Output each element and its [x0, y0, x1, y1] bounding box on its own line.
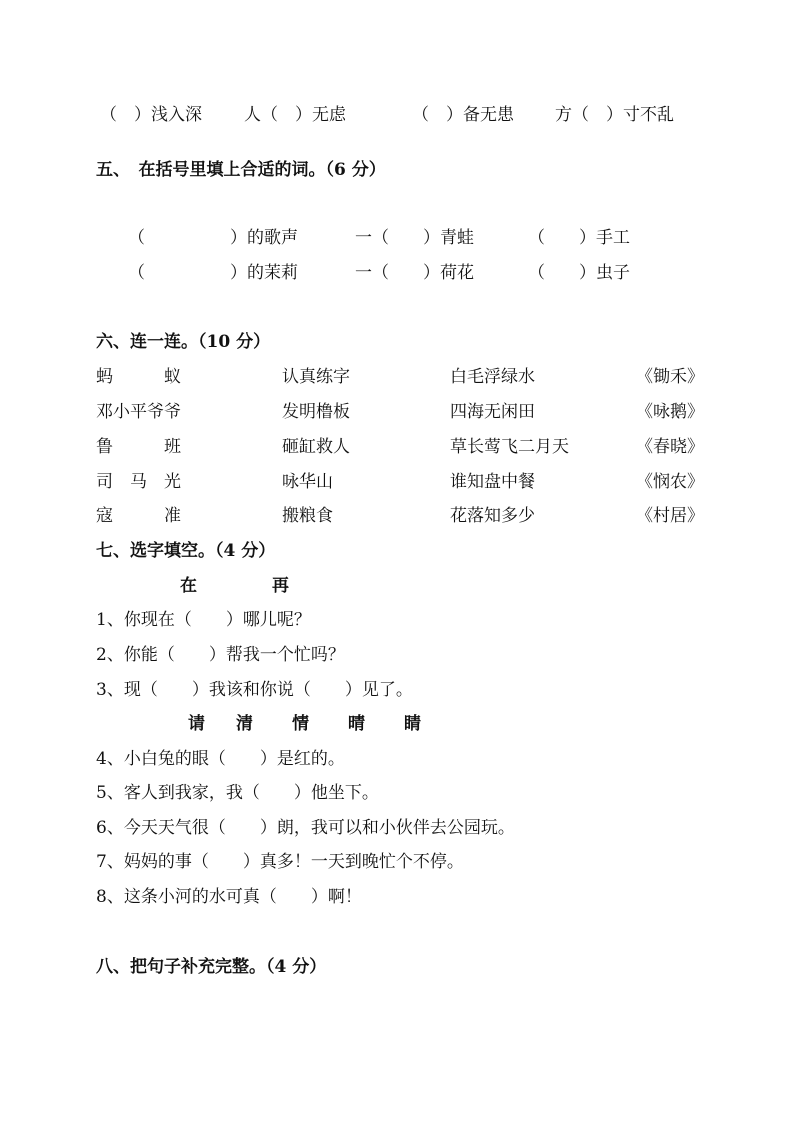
s6-col2-item: 搬粮食	[282, 506, 333, 526]
fill-item: 2、你能（ ）帮我一个忙吗？	[96, 645, 345, 665]
fill-item: 3、现（ ）我该和你说（ ）见了。	[96, 680, 413, 700]
idiom-3: （ ）备无患	[412, 105, 514, 125]
s6-col2-item: 咏华山	[282, 472, 333, 492]
s6-col3-item: 花落知多少	[450, 506, 535, 526]
section-5-heading: 五、 在括号里填上合适的词。（6 分）	[96, 160, 386, 180]
s6-col4-item: 《锄禾》	[636, 367, 704, 387]
fill-item: 5、客人到我家，我（ ）他坐下。	[96, 783, 379, 803]
s6-col3-item: 谁知盘中餐	[450, 472, 535, 492]
s6-col3-item: 白毛浮绿水	[450, 367, 535, 387]
s6-col3-item: 草长莺飞二月天	[450, 437, 569, 457]
section-8-heading: 八、把句子补充完整。（4 分）	[96, 957, 327, 977]
s5-r1-c3: （ ）手工	[528, 228, 630, 248]
s6-col1-item: 司 马 光	[96, 472, 181, 492]
s6-col4-item: 《春晓》	[636, 437, 704, 457]
s6-col4-item: 《悯农》	[636, 472, 704, 492]
idiom-4: 方（ ）寸不乱	[555, 105, 674, 125]
s6-col2-item: 砸缸救人	[282, 437, 350, 457]
s6-col3-item: 四海无闲田	[450, 402, 535, 422]
s6-col2-item: 认真练字	[282, 367, 350, 387]
s5-r1-c2: 一（ ）青蛙	[355, 228, 474, 248]
choice-char: 再	[272, 576, 289, 596]
idiom-2: 人（ ）无虑	[244, 105, 346, 125]
fill-item: 4、小白兔的眼（ ）是红的。	[96, 749, 345, 769]
s6-col4-item: 《村居》	[636, 506, 704, 526]
choice-char: 请	[188, 714, 205, 734]
s6-col1-item: 蚂 蚁	[96, 367, 181, 387]
fill-item: 1、你现在（ ）哪儿呢？	[96, 610, 311, 630]
fill-item: 8、这条小河的水可真（ ）啊！	[96, 887, 362, 907]
s5-r2-c1: （ ）的茉莉	[128, 263, 298, 283]
s6-col2-item: 发明橹板	[282, 402, 350, 422]
choice-char: 在	[180, 576, 197, 596]
s5-r1-c1: （ ）的歌声	[128, 228, 298, 248]
section-6-heading: 六、连一连。（10 分）	[96, 332, 271, 352]
fill-item: 6、今天天气很（ ）朗，我可以和小伙伴去公园玩。	[96, 818, 515, 838]
choice-char: 睛	[404, 714, 421, 734]
fill-item: 7、妈妈的事（ ）真多！一天到晚忙个不停。	[96, 852, 464, 872]
choice-char: 情	[292, 714, 309, 734]
s6-col1-item: 鲁 班	[96, 437, 181, 457]
choice-char: 清	[236, 714, 253, 734]
s6-col4-item: 《咏鹅》	[636, 402, 704, 422]
idiom-1: （ ）浅入深	[100, 105, 202, 125]
s6-col1-item: 邓小平爷爷	[96, 402, 181, 422]
s5-r2-c3: （ ）虫子	[528, 263, 630, 283]
choice-char: 晴	[348, 714, 365, 734]
s5-r2-c2: 一（ ）荷花	[355, 263, 474, 283]
s6-col1-item: 寇 准	[96, 506, 181, 526]
section-7-heading: 七、选字填空。（4 分）	[96, 541, 276, 561]
